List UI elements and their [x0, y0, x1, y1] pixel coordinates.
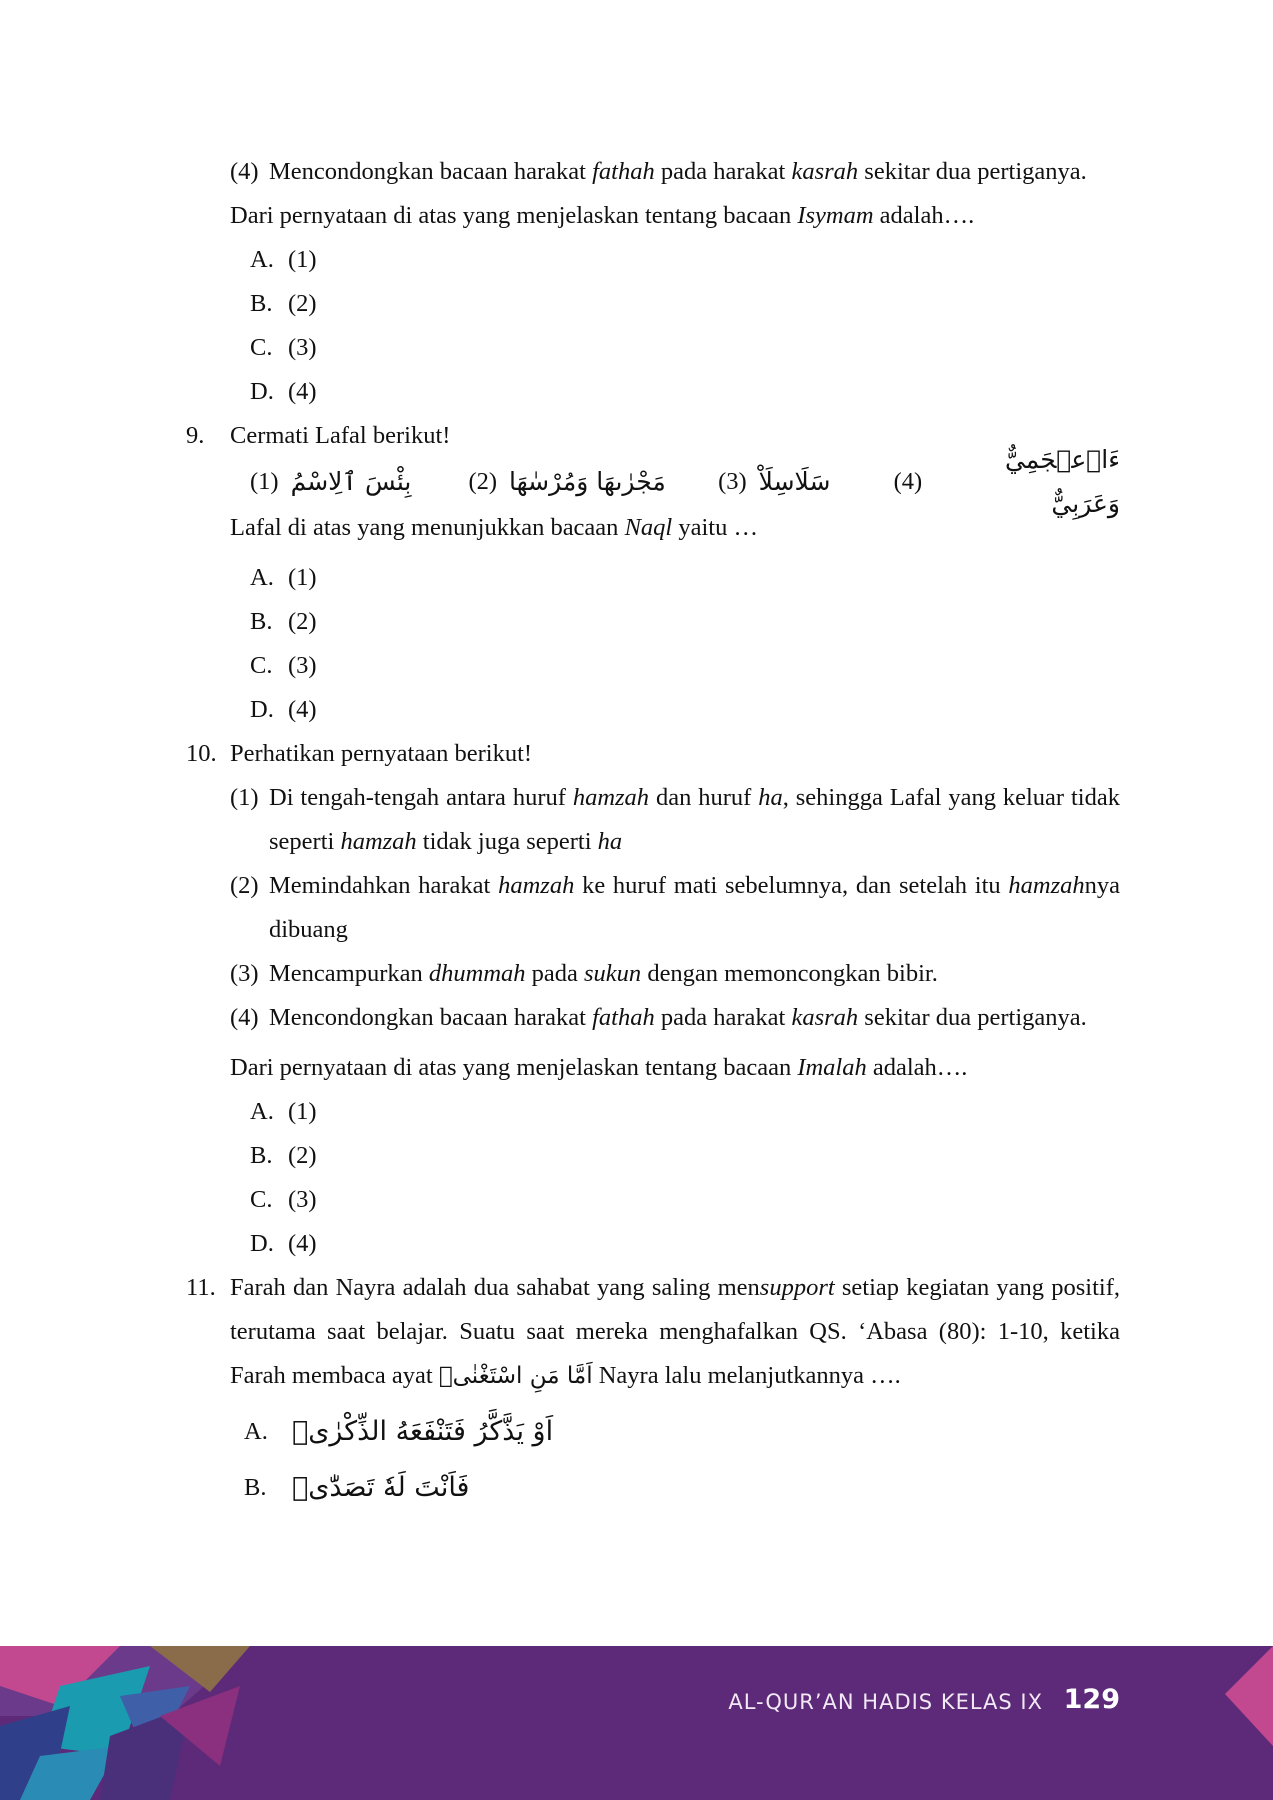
q9-lafal-row [186, 445, 1120, 518]
footer-book-title: AL-QUR’AN HADIS KELAS IX [728, 1690, 1043, 1714]
q10-prompt: Dari pernyataan di atas yang menjelaskan tentang bacaan Imalah adalah…. [230, 1054, 968, 1081]
q9-prompt: Lafal di atas yang menunjukkan bacaan Naql yaitu … [230, 514, 758, 541]
q8-option-a[interactable]: A. (1) [250, 246, 317, 273]
q11-header: 11. Farah dan Nayra adalah dua sahabat yang saling mensupport setiap kegiatan yang positif, terutama saat belajar. Suatu saat mereka menghafalkan QS. ‘Abasa (80): 1-10, ketika Farah membaca ayat اَمَّا مَنِ اسْتَغْنٰىۙ Nayra lalu melanjutkannya …. [186, 1274, 1121, 1389]
q8-option-d[interactable]: D. (4) [250, 378, 317, 405]
q11-ayat: اَمَّا مَنِ اسْتَغْنٰىۙ [438, 1363, 593, 1389]
page-number: 129 [1063, 1684, 1120, 1715]
q10-option-d[interactable]: D. (4) [250, 1230, 317, 1257]
q10-option-c[interactable]: C. (3) [250, 1186, 317, 1213]
footer-band [0, 1646, 1273, 1800]
q9-option-b[interactable]: B. (2) [250, 608, 317, 635]
footer-decoration [0, 1646, 1273, 1800]
q10-option-b[interactable]: B. (2) [250, 1142, 317, 1169]
q9-lafal-2: (2) مَجْرٰىهَا وَمُرْسٰهَا [468, 467, 666, 496]
q9-option-d[interactable]: D. (4) [250, 696, 317, 723]
q8-prompt: Dari pernyataan di atas yang menjelaskan tentang bacaan Isymam adalah…. [230, 202, 975, 229]
q8-option-c[interactable]: C. (3) [250, 334, 317, 361]
q9-lafal-4: (4) ءَاۡعۡجَمِيٌّ وَعَرَبِيٌّ [893, 445, 1120, 518]
footer-shape [1225, 1646, 1273, 1746]
q9-lafal-1: (1) بِئْسَ ٱلِاسْمُ [250, 467, 412, 496]
q11-option-b[interactable]: B. فَاَنْتَ لَهٗ تَصَدّٰىۗ [244, 1472, 470, 1503]
q11-option-a[interactable]: A. اَوْ يَذَّكَّرُ فَتَنْفَعَهُ الذِّكْرٰىۗ [244, 1416, 554, 1447]
q10-statement-2: (2) Memindahkan harakat hamzah ke huruf mati sebelumnya, dan setelah itu hamzahnya dibuang [230, 872, 1120, 943]
q9-header: 9. Cermati Lafal berikut! [186, 422, 451, 449]
q8-option-b[interactable]: B. (2) [250, 290, 317, 317]
q9-lafal-3: (3) سَلَاسِلَاْ [718, 467, 831, 496]
q10-header: 10. Perhatikan pernyataan berikut! [186, 740, 533, 767]
q10-statement-3: (3) Mencampurkan dhummah pada sukun dengan memoncongkan bibir. [230, 960, 938, 987]
q10-statement-1: (1) Di tengah-tengah antara huruf hamzah dan huruf ha, sehingga Lafal yang keluar tidak seperti hamzah tidak juga seperti ha [230, 784, 1120, 855]
q9-option-c[interactable]: C. (3) [250, 652, 317, 679]
q9-option-a[interactable]: A. (1) [250, 564, 317, 591]
q10-option-a[interactable]: A. (1) [250, 1098, 317, 1125]
q10-statement-4: (4) Mencondongkan bacaan harakat fathah pada harakat kasrah sekitar dua pertiganya. [230, 1004, 1087, 1031]
q8-statement-4: (4) Mencondongkan bacaan harakat fathah pada harakat kasrah sekitar dua pertiganya. [230, 158, 1087, 185]
content [186, 150, 1120, 1516]
